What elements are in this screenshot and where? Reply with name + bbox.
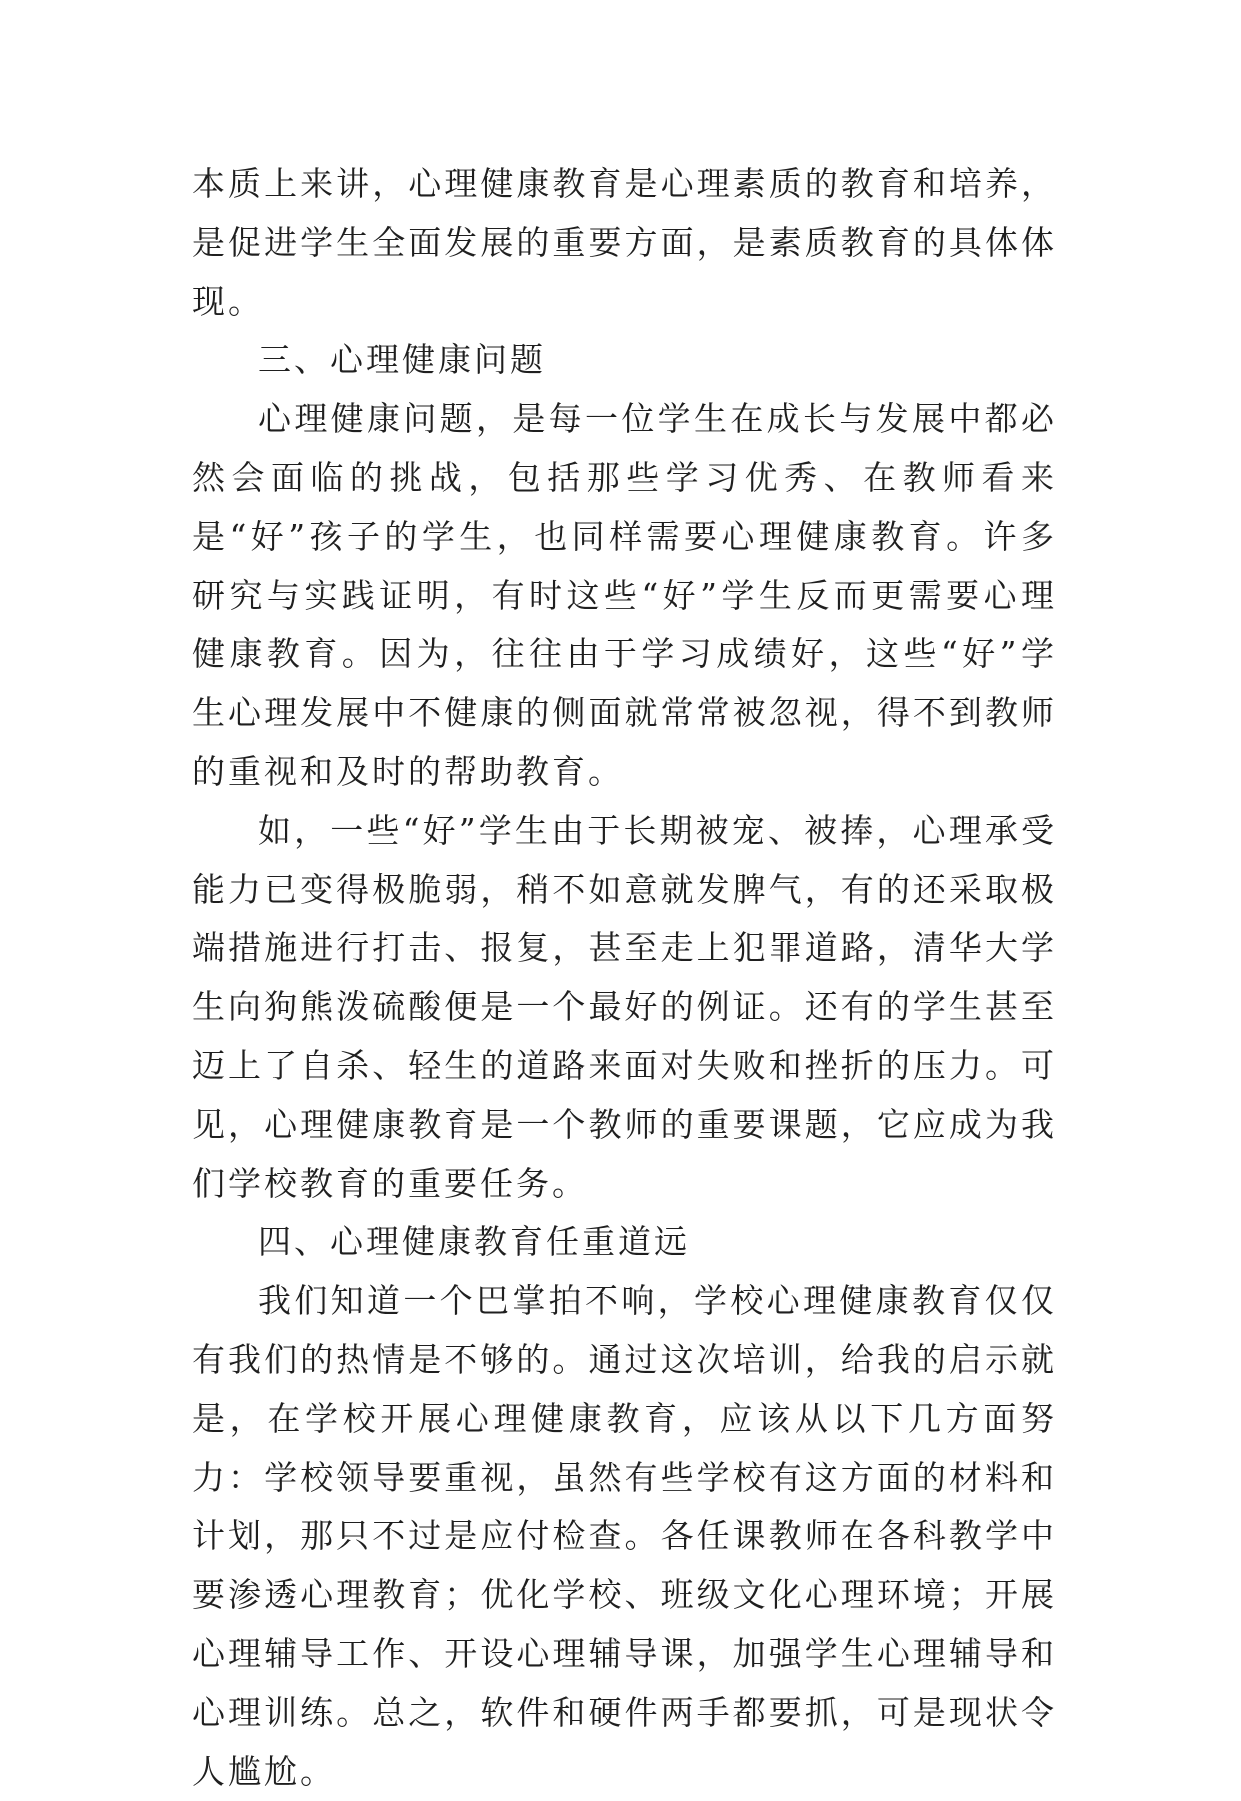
paragraph-continuation: 本质上来讲，心理健康教育是心理素质的教育和培养，是促进学生全面发展的重要方面，是素质教育的具体体现。 [192, 164, 1057, 321]
document-body [192, 155, 1057, 1801]
paragraph-school-efforts: 我们知道一个巴掌拍不响，学校心理健康教育仅仅有我们的热情是不够的。通过这次培训，给我的启示就是，在学校开展心理健康教育，应该从以下几方面努力：学校领导要重视，虽然有些学校有这方面的材料和计划，那只不过是应付检查。各任课教师在各科教学中要渗透心理教育；优化学校、班级文化心理环境；开展心理辅导工作、开设心理辅导课，加强学生心理辅导和心理训练。总之，软件和硬件两手都要抓，可是现状令人尴尬。 [192, 1281, 1057, 1791]
section-heading-3: 三、心理健康问题 [258, 340, 546, 380]
paragraph-good-students-example: 如，一些“好”学生由于长期被宠、被捧，心理承受能力已变得极脆弱，稍不如意就发脾气，有的还采取极端措施进行打击、报复，甚至走上犯罪道路，清华大学生向狗熊泼硫酸便是一个最好的例证。还有的学生甚至迈上了自杀、轻生的道路来面对失败和挫折的压力。可见，心理健康教育是一个教师的重要课题，它应成为我们学校教育的重要任务。 [192, 810, 1057, 1203]
section-heading-4: 四、心理健康教育任重道远 [258, 1222, 690, 1262]
paragraph-mental-health-problems: 心理健康问题，是每一位学生在成长与发展中都必然会面临的挑战，包括那些学习优秀、在教师看来是“好”孩子的学生，也同样需要心理健康教育。许多研究与实践证明，有时这些“好”学生反而更需要心理健康教育。因为，往往由于学习成绩好，这些“好”学生心理发展中不健康的侧面就常常被忽视，得不到教师的重视和及时的帮助教育。 [192, 399, 1057, 791]
